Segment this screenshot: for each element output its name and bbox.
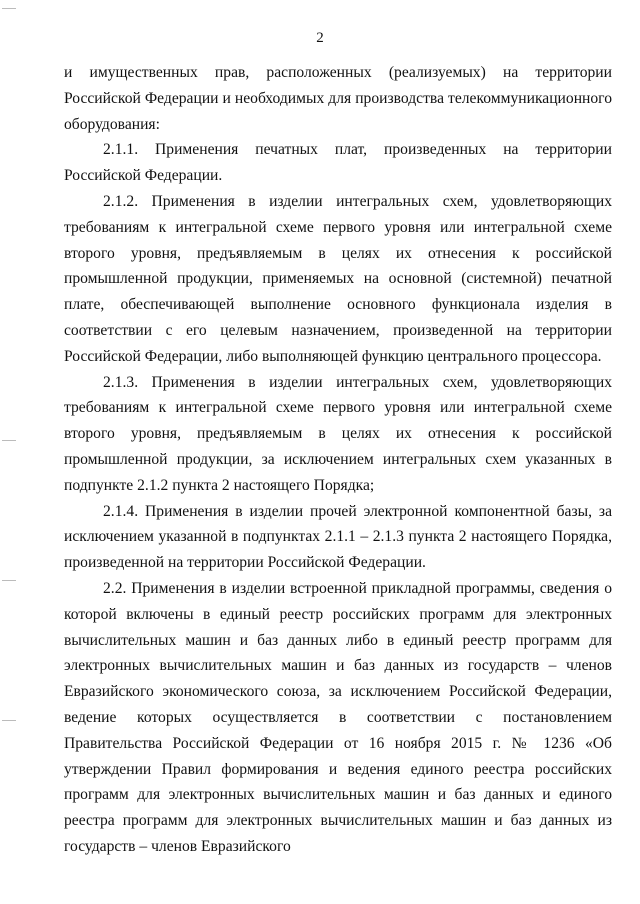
paragraph-2-1-1: 2.1.1. Применения печатных плат, произведенных на территории Российской Федерации. [64,141,612,185]
paragraph-2-1-4: 2.1.4. Применения в изделии прочей электронной компонентной базы, за исключением указанной в подпунктах 2.1.1 – 2.1.3 пункта 2 настоящего Порядка, произведенной на территории Российской Федерации. [64,502,612,572]
paragraph-2-1-2: 2.1.2. Применения в изделии интегральных схем, удовлетворяющих требованиям к интегральной схеме первого уровня или интегральной схеме второго уровня, предъявляемым в целях их отнесения к российской промышленной продукции, применяемых на основной (системной) печатной плате, обеспечивающей выполнение основного функционала изделия в соответствии с его целевым назначением, произведенной на территории Российской Федерации, либо выполняющей функцию центрального процессора. [64,192,612,365]
scan-artifact [2,580,16,581]
paragraph-2-1-3: 2.1.3. Применения в изделии интегральных схем, удовлетворяющих требованиям к интегральной схеме первого уровня или интегральной схеме второго уровня, предъявляемым в целях их отнесения к российской промышленной продукции, за исключением интегральных схем указанных в подпункте 2.1.2 пункта 2 настоящего Порядка; [64,373,612,494]
document-body [64,60,612,860]
scan-artifact [2,8,16,9]
paragraph-continuation: и имущественных прав, расположенных (реализуемых) на территории Российской Федерации и необходимых для производства телекоммуникационного оборудования: [64,64,612,133]
scan-artifact [2,720,16,721]
paragraph-2-2: 2.2. Применения в изделии встроенной прикладной программы, сведения о которой включены в единый реестр российских программ для электронных вычислительных машин и баз данных либо в единый реестр программ для электронных вычислительных машин и баз данных из государств – членов Евразийского экономического союза, за исключением Российской Федерации, ведение которых осуществляется в соответствии с постановлением Правительства Российской Федерации от 16 ноября 2015 г. № 1236 «Об утверждении Правил формирования и ведения единого реестра российских программ для электронных вычислительных машин и баз данных и единого реестра программ для электронных вычислительных машин и баз данных из государств – членов Евразийского [64,579,612,855]
scan-artifact [2,440,16,441]
page-number: 2 [316,30,324,46]
